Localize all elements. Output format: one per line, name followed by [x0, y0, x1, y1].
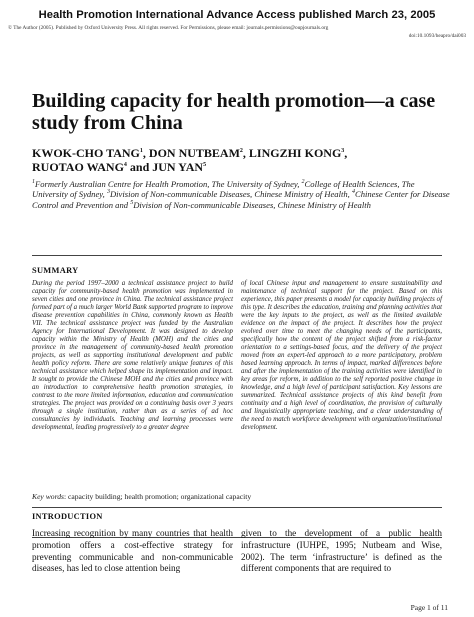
author-name: LINGZHI KONG — [248, 146, 342, 160]
journal-banner: Health Promotion International Advance Access published March 23, 2005 — [38, 9, 436, 21]
summary-bottom-rule — [32, 507, 442, 508]
author-list: KWOK-CHO TANG$^1$, DON NUTBEAM$^2$, LINGZHI KONG$^3$, RUOTAO WANG$^4$ and JUN YAN$^5$ — [32, 146, 348, 174]
affil-text: Chinese Center for Disease Control and Prevention and — [32, 189, 450, 210]
keywords-label: Key words — [32, 492, 64, 501]
summary-top-rule — [32, 255, 442, 256]
affiliations — [32, 179, 452, 210]
summary-heading: SUMMARY — [32, 266, 79, 275]
author-name: DON NUTBEAM — [148, 146, 240, 160]
affil-text: Division of Non-communicable Diseases, Chinese Ministry of Health — [133, 199, 371, 210]
keywords-line — [32, 492, 452, 501]
affil-text: Division of Non-communicable Diseases, Chinese Ministry of Health, — [109, 189, 352, 200]
page-number: Page 1 of 11 — [410, 603, 448, 612]
introduction-left-column: Increasing recognition by many countries that health promotion offers a cost-effective strategy for preventing communicable and non-communicable diseases, has led to close attention being — [32, 528, 233, 574]
author-sup: 5 — [203, 162, 207, 168]
doi-label: doi:10.1093/heapro/dai003 — [408, 33, 466, 39]
introduction-right-column: given to the development of a public health infrastructure (IUHPE, 1995; Nutbeam and Wise, 2002). The term ‘infrastructure’ is defined as the different components that are required to — [241, 528, 442, 574]
affil-text: College of Health Sciences, The University of Sydney, — [32, 179, 415, 200]
affil-sup: 2 — [301, 179, 305, 186]
author-name: KWOK-CHO TANG — [32, 146, 140, 160]
author-name: JUN YAN — [152, 160, 204, 174]
author-sup: 1 — [139, 148, 143, 154]
author-sup: 4 — [123, 162, 127, 168]
author-name: RUOTAO WANG — [32, 160, 124, 174]
affil-sup: 4 — [351, 189, 355, 196]
author-sup: 3 — [341, 148, 345, 154]
affil-sup: 3 — [106, 189, 110, 196]
summary-right-column: of local Chinese input and management to ensure sustainability and maintenance of technical support for the project. Based on this experience, this paper presents a model for capacity building projects of this type. It describes the education, training and planning activities that were the key inputs to the project, as well as the limited available evidence on the impact of the project. It describes how the project evolved over time to meet the changing needs of the participants, specifically how the content of the project shifted from a risk-factor orientation to a settings-based focus, and the delivery of the project moved from an expert-led approach to a more participatory, problem based learning approach. In terms of impact, marked differences before and after the implementation of the training activities were identified in key areas for reform, in addition to the self reported positive change in knowledge, and a high level of participant satisfaction. Key lessons are summarized. Technical assistance projects of this kind benefit from continuity and a high level of coordination, the provision of culturally and linguistically appropriate teaching, and a clear understanding of the need to match workforce development with organization/institutional development. — [241, 280, 442, 431]
summary-left-column: During the period 1997–2000 a technical assistance project to build capacity for community-based health promotion was implemented in seven cities and one province in China. The technical assistance project formed part of a much larger World Bank supported program to improve disease prevention capabilities in China, commonly known as Health VII. The technical assistance project was funded by the Australian Agency for International Development. It was designed to develop capacity within the Ministry of Health (MOH) and the cities and province in the management of community-based health promotion projects, as well as supporting institutional development and public health policy reform. There are some relatively unique features of this technical assistance which helped shape its implementation and impact. It sought to provide the Chinese MOH and the cities and province with an introduction to comprehensive health promotion strategies, in contrast to the more limited information, education and communication strategies. The project was provided on a continuing basis over 3 years through a single institution, rather than as a series of ad hoc consultancies by individuals. Teaching and learning processes were developmental, leading progressively to a greater degree — [32, 280, 233, 431]
affil-text: Formerly Australian Centre for Health Promotion, The University of Sydney, — [35, 179, 302, 189]
introduction-heading: INTRODUCTION — [32, 512, 103, 521]
copyright-notice: © The Author (2005). Published by Oxford University Press. All rights reserved. For Permissions, please email: journals.permissions@oupjournals.org — [8, 25, 329, 31]
affil-sup: 5 — [130, 199, 134, 206]
article-title: Building capacity for health promotion—a case study from China — [32, 90, 436, 134]
keywords-text: : capacity building; health promotion; organizational capacity — [64, 492, 252, 501]
affil-sup: 1 — [32, 179, 35, 186]
author-sup: 2 — [239, 148, 243, 154]
